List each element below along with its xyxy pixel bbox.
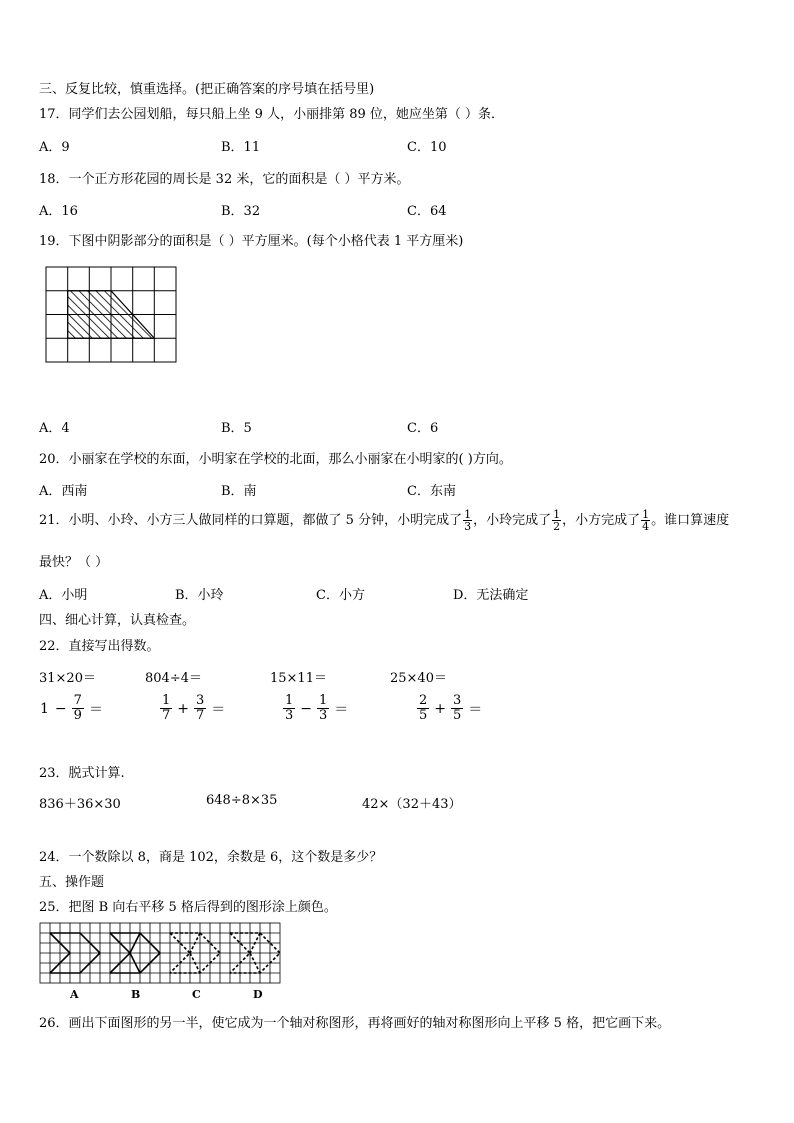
section-5-heading: 五、操作题 — [39, 875, 105, 890]
q21-option-b: B．小玲 — [175, 588, 224, 603]
q19-option-c: C．6 — [407, 421, 439, 436]
q21-text-part1: 21．小明、小玲、小方三人做同样的口算题，都做了 5 分钟，小明完成了 — [39, 513, 463, 528]
q22-fraction-expr-3: $\frac{1}{3}$ − $\frac{1}{3}$ ＝ — [285, 693, 349, 723]
q21-line-2: 最快？（ ） — [39, 555, 109, 570]
q17-option-b: B．11 — [221, 140, 261, 155]
question-26: 26．画出下面图形的另一半，使它成为一个轴对称图形，再将画好的轴对称图形向上平移 5 格，把它画下来。 — [39, 1016, 671, 1031]
q17-option-a: A．9 — [39, 140, 70, 155]
q21-option-d: D．无法确定 — [453, 588, 529, 603]
q21-text-part3: ，小方完成了 — [562, 513, 641, 528]
q21-fraction-2: $\frac{1}{2}$ — [553, 508, 561, 533]
q22-expr-3: 15×11＝ — [270, 671, 327, 686]
q18-option-c: C．64 — [407, 204, 447, 219]
question-24: 24．一个数除以 8，商是 102，余数是 6，这个数是多少？ — [39, 850, 383, 865]
question-18: 18．一个正方形花园的周长是 32 米，它的面积是（ ）平方米。 — [39, 172, 410, 187]
q22-expr-4: 25×40＝ — [390, 671, 447, 686]
translation-grid-figure — [39, 922, 283, 986]
q21-option-c: C．小方 — [316, 588, 365, 603]
question-19: 19．下图中阴影部分的面积是（ ）平方厘米。(每个小格代表 1 平方厘米) — [39, 234, 464, 249]
question-22: 22．直接写出得数。 — [39, 639, 160, 654]
q23-expr-3: 42×（32＋43） — [362, 797, 462, 812]
q22-fraction-expr-1: 1 − $\frac{7}{9}$ ＝ — [40, 693, 103, 723]
label-d: D — [253, 988, 263, 1001]
q20-option-a: A．西南 — [39, 484, 88, 499]
question-21 — [39, 506, 729, 536]
question-25: 25．把图 B 向右平移 5 格后得到的图形涂上颜色。 — [39, 900, 337, 915]
q19-option-a: A．4 — [39, 421, 70, 436]
q21-fraction-1: $\frac{1}{3}$ — [464, 508, 472, 533]
q21-option-a: A．小明 — [39, 588, 88, 603]
question-17: 17．同学们去公园划船，每只船上坐 9 人，小丽排第 89 位，她应坐第（ ）条． — [39, 107, 505, 122]
q22-expr-2: 804÷4＝ — [145, 671, 202, 686]
q23-expr-2: 648÷8×35 — [206, 793, 278, 808]
q22-expr-1: 31×20＝ — [39, 671, 96, 686]
label-a: A — [70, 988, 79, 1001]
q21-fraction-3: $\frac{1}{4}$ — [642, 508, 650, 533]
label-c: C — [192, 988, 201, 1001]
section-4-heading: 四、细心计算，认真检查。 — [39, 613, 196, 628]
q21-text-part4: 。谁口算速度 — [651, 513, 730, 528]
q19-option-b: B．5 — [221, 421, 252, 436]
q18-option-a: A．16 — [39, 204, 78, 219]
q21-text-part2: ，小玲完成了 — [473, 513, 552, 528]
section-3-heading: 三、反复比较，慎重选择。(把正确答案的序号填在括号里) — [39, 82, 375, 97]
question-23: 23．脱式计算. — [39, 766, 125, 781]
question-20: 20．小丽家在学校的东面，小明家在学校的北面，那么小丽家在小明家的( )方向。 — [39, 452, 512, 467]
q20-option-b: B．南 — [221, 484, 257, 499]
shaded-area-grid-figure — [45, 266, 178, 364]
q22-fraction-expr-4: $\frac{2}{5}$ + $\frac{3}{5}$ ＝ — [419, 693, 483, 723]
q23-expr-1: 836＋36×30 — [39, 797, 121, 812]
q20-option-c: C．东南 — [407, 484, 456, 499]
q22-fraction-expr-2: $\frac{1}{7}$ + $\frac{3}{7}$ ＝ — [162, 693, 226, 723]
q18-option-b: B．32 — [221, 204, 261, 219]
label-b: B — [131, 988, 141, 1001]
q17-option-c: C．10 — [407, 140, 447, 155]
